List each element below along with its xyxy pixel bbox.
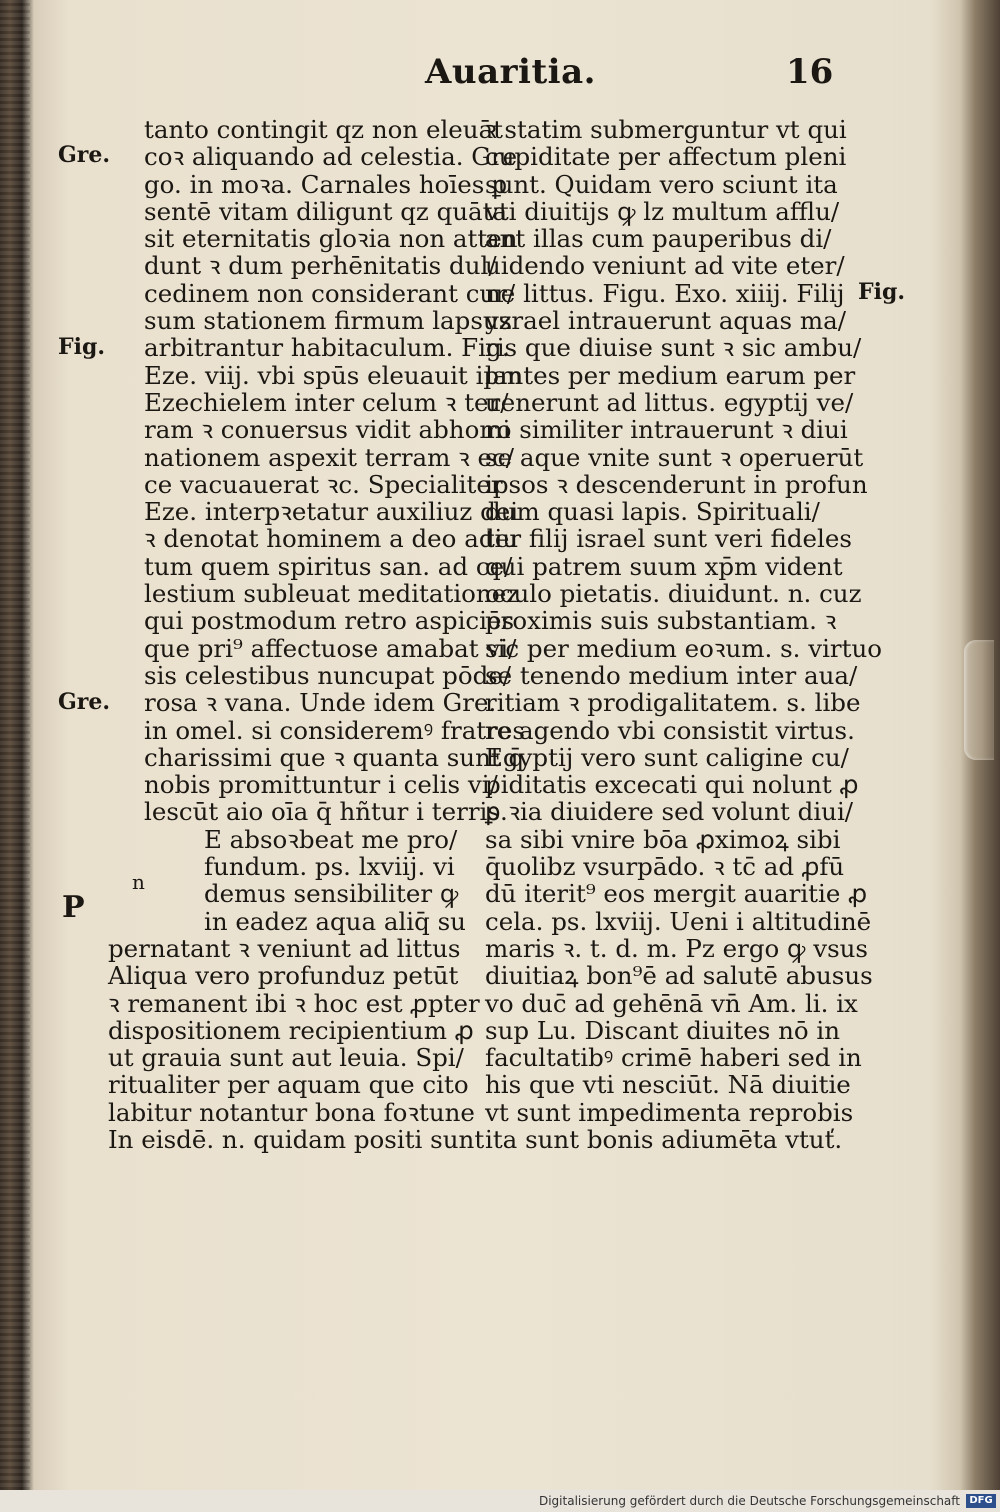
text-line: pernatant ꝛ veniunt ad littus — [108, 933, 461, 963]
text-line: ne littus. Figu. Exo. xiiij. Filij — [485, 278, 845, 308]
text-line: fundum. ps. lxviij. vi — [204, 852, 455, 882]
credit-text: Digitalisierung gefördert durch die Deutsche Forschungsgemeinschaft — [538, 1494, 960, 1508]
running-title: Auaritia. — [425, 52, 596, 92]
text-line: vo duc̄ ad gehēnā vn̄ Am. li. ix — [485, 988, 858, 1018]
text-line: in eadez aqua aliq̄ su — [204, 906, 466, 936]
text-line: que pri⁹ affectuose amabat vi/ — [144, 633, 517, 663]
text-line: proximis suis substantiam. ꝛ — [485, 606, 837, 636]
text-line: dunt ꝛ dum perhēnitatis dul/ — [144, 251, 497, 281]
text-line: ꝑ ꝛia diuidere sed volunt diui/ — [485, 797, 854, 827]
text-line: vt sunt impedimenta reprobis — [485, 1097, 854, 1127]
text-line: ritualiter per aquam que cito — [108, 1070, 469, 1100]
book-clasp — [964, 640, 994, 760]
text-line: cedinem non considerant cur/ — [144, 278, 516, 308]
text-line: Eze. viij. vbi spūs eleuauit ipm — [144, 360, 523, 390]
text-line: ter filij israel sunt veri fideles — [485, 524, 852, 554]
text-line: ram ꝛ conuersus vidit abhomi — [144, 415, 511, 445]
text-line: lescūt aio oīa q̄ hñtur i terris. — [144, 797, 508, 827]
digitization-credit — [0, 1490, 1000, 1512]
text-line: ꝛ remanent ibi ꝛ hoc est ꝓpter — [108, 988, 480, 1018]
text-line: lantes per medium earum per — [485, 360, 856, 390]
text-line: se tenendo medium inter aua/ — [485, 660, 858, 690]
text-line: ysrael intrauerunt aquas ma/ — [485, 306, 846, 336]
text-column-right — [485, 115, 883, 1154]
text-line: E absoꝛbeat me pro/ — [204, 824, 458, 854]
text-line: sic per medium eoꝛum. s. virtuo — [485, 633, 883, 663]
text-line: In eisdē. n. quidam positi sunt — [108, 1124, 485, 1154]
text-line: ipsos ꝛ descenderunt in profun — [485, 469, 868, 499]
text-line: lestium subleuat meditationez — [144, 579, 520, 609]
text-line: ris que diuise sunt ꝛ sic ambu/ — [485, 333, 862, 363]
text-line: maris ꝛ. t. d. m. Pz ergo ꝙ vsus — [485, 933, 868, 963]
text-line: sentē vitam diligunt qz quāta — [144, 196, 508, 226]
text-line: cela. ps. lxviij. Ueni i altitudinē — [485, 906, 872, 936]
text-line: dum quasi lapis. Spirituali/ — [485, 497, 820, 527]
text-line: qui patrem suum xp̄m vident — [485, 551, 843, 581]
text-line: ro similiter intrauerunt ꝛ diui — [485, 415, 848, 445]
text-line: sa sibi vnire bōa ꝓximoꝝ sibi — [485, 824, 841, 854]
text-line: vti diuitijs ꝙ lz multum afflu/ — [485, 196, 840, 226]
text-line: demus sensibiliter ꝙ — [204, 879, 459, 909]
text-line: re agendo vbi consistit virtus. — [485, 715, 855, 745]
text-line: uidendo veniunt ad vite eter/ — [485, 251, 845, 281]
text-line: dispositionem recipientium ꝓ — [108, 1015, 474, 1045]
text-line: cupiditate per affectum pleni — [485, 142, 847, 172]
text-line: in omel. si consideremꝰ fratres — [144, 715, 525, 745]
text-line: ritiam ꝛ prodigalitatem. s. libe — [485, 688, 861, 718]
text-line: sum stationem firmum lapsuz — [144, 306, 512, 336]
text-line: q̄uolibz vsurpādo. ꝛ tc̄ ad ꝓfū — [485, 852, 845, 882]
text-line: sit eternitatis gloꝛia non atten — [144, 224, 518, 254]
text-line: piditatis excecati qui nolunt ꝓ — [485, 770, 859, 800]
guide-letter: n — [132, 870, 145, 894]
text-column-left — [60, 115, 525, 1154]
margin-gloss-fig: Fig. — [58, 334, 106, 360]
facing-page-edge — [0, 0, 30, 1490]
text-line: tanto contingit qz non eleuāt — [144, 115, 504, 144]
text-line: rosa ꝛ vana. Unde idem Gre. — [144, 688, 497, 718]
text-line: Aliqua vero profunduz petūt — [108, 961, 459, 991]
text-line: ut grauia sunt aut leuia. Spi/ — [108, 1043, 464, 1073]
text-line: nationem aspexit terram ꝛ ec/ — [144, 442, 515, 472]
page-number: 16 — [786, 52, 834, 92]
text-line: oculo pietatis. diuidunt. n. cuz — [485, 579, 862, 609]
text-line: ce vacuauerat ꝛc. Specialiter — [144, 469, 503, 499]
text-line: sis celestibus nuncupat pōde/ — [144, 660, 512, 690]
text-line: qui postmodum retro aspiciēs — [144, 606, 515, 636]
text-line: Eze. interpꝛetatur auxiliuz dei — [144, 497, 519, 527]
text-line: Ezechielem inter celum ꝛ ter/ — [144, 387, 509, 417]
initial-letter: P — [62, 890, 85, 925]
text-line: go. in moꝛa. Carnales hoīes ꝑ — [144, 169, 508, 199]
margin-gloss-gre: Gre. — [58, 689, 111, 715]
dfg-logo-icon: DFG — [966, 1494, 996, 1508]
text-line: uenerunt ad littus. egyptij ve/ — [485, 387, 854, 417]
text-line: his que vti nesciūt. Nā diuitie — [485, 1070, 851, 1100]
text-line: coꝛ aliquando ad celestia. Gre — [144, 142, 518, 172]
text-line: nobis promittuntur i celis vi/ — [144, 770, 498, 800]
text-line: facultatibꝰ crimē haberi sed in — [485, 1043, 862, 1073]
text-line: charissimi que ꝛ quanta sunt q̄ — [144, 742, 525, 772]
text-line: arbitrantur habitaculum. Fig. — [144, 333, 510, 363]
text-line: Egyptij vero sunt caligine cu/ — [485, 742, 849, 772]
text-line: ant illas cum pauperibus di/ — [485, 224, 832, 254]
text-line: ꝛ statim submerguntur vt qui — [485, 115, 847, 144]
text-line: diuitiaꝝ bon⁹ē ad salutē abusus — [485, 961, 873, 991]
margin-gloss-fig: Fig. — [858, 279, 906, 305]
text-line: ita sunt bonis adiumēta vtuť. — [485, 1124, 843, 1154]
text-line: dū iterit⁹ eos mergit auaritie ꝓ — [485, 879, 868, 909]
text-line: tum quem spiritus san. ad ce/ — [144, 551, 513, 581]
margin-gloss-gre: Gre. — [58, 142, 111, 168]
text-line: sunt. Quidam vero sciunt ita — [485, 169, 838, 199]
text-line: se aque vnite sunt ꝛ operuerūt — [485, 442, 864, 472]
text-line: ꝛ denotat hominem a deo adiu — [144, 524, 519, 554]
text-line: sup Lu. Discant diuites nō in — [485, 1015, 841, 1045]
text-line: labitur notantur bona foꝛtune — [108, 1097, 475, 1127]
